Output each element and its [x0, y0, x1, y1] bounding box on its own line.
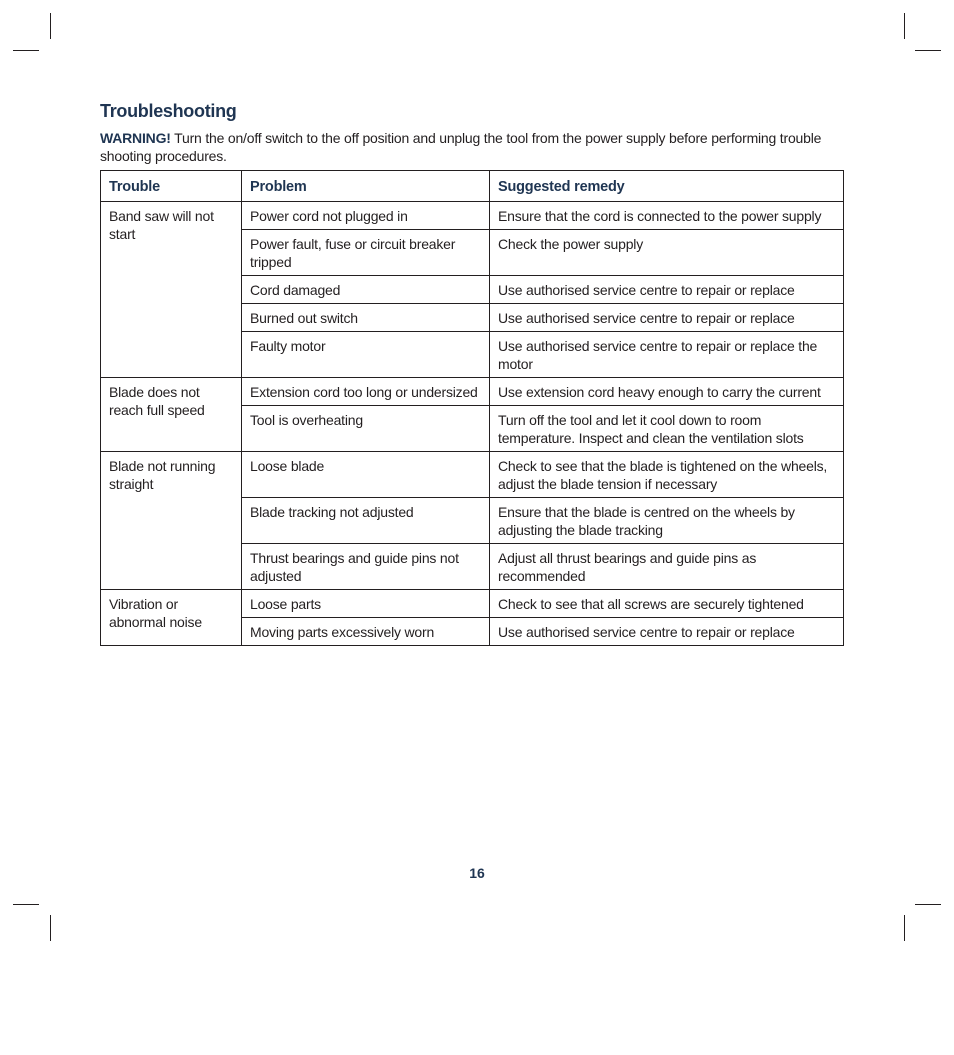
problem-cell: Cord damaged: [242, 276, 490, 304]
problem-cell: Extension cord too long or undersized: [242, 378, 490, 406]
warning-label: WARNING!: [100, 130, 171, 146]
remedy-cell: Check the power supply: [490, 230, 844, 276]
problem-cell: Loose parts: [242, 590, 490, 618]
table-row: [101, 452, 844, 498]
remedy-cell: Ensure that the blade is centred on the wheels by adjusting the blade tracking: [490, 498, 844, 544]
column-header-problem: Problem: [242, 171, 490, 202]
remedy-cell: Check to see that all screws are securely tightened: [490, 590, 844, 618]
column-header-remedy: Suggested remedy: [490, 171, 844, 202]
problem-cell: Loose blade: [242, 452, 490, 498]
crop-mark: [13, 50, 39, 51]
remedy-cell: Use authorised service centre to repair or replace: [490, 276, 844, 304]
table-row: [101, 590, 844, 618]
crop-mark: [50, 915, 51, 941]
remedy-cell: Ensure that the cord is connected to the power supply: [490, 202, 844, 230]
remedy-cell: Use authorised service centre to repair or replace: [490, 304, 844, 332]
table-header-row: [101, 171, 844, 202]
remedy-cell: Use extension cord heavy enough to carry the current: [490, 378, 844, 406]
crop-mark: [915, 50, 941, 51]
remedy-cell: Adjust all thrust bearings and guide pins as recommended: [490, 544, 844, 590]
problem-cell: Burned out switch: [242, 304, 490, 332]
trouble-cell: Blade not running straight: [101, 452, 242, 590]
crop-mark: [13, 904, 39, 905]
trouble-cell: Blade does not reach full speed: [101, 378, 242, 452]
warning-paragraph: [100, 129, 840, 165]
problem-cell: Thrust bearings and guide pins not adjusted: [242, 544, 490, 590]
problem-cell: Faulty motor: [242, 332, 490, 378]
table-row: [101, 378, 844, 406]
crop-mark: [904, 915, 905, 941]
remedy-cell: Use authorised service centre to repair or replace the motor: [490, 332, 844, 378]
crop-mark: [904, 13, 905, 39]
trouble-cell: Band saw will not start: [101, 202, 242, 378]
trouble-cell: Vibration or abnormal noise: [101, 590, 242, 646]
problem-cell: Moving parts excessively worn: [242, 618, 490, 646]
column-header-trouble: Trouble: [101, 171, 242, 202]
problem-cell: Blade tracking not adjusted: [242, 498, 490, 544]
warning-text: Turn the on/off switch to the off position and unplug the tool from the power supply before performing trouble shooting procedures.: [100, 130, 822, 164]
crop-mark: [915, 904, 941, 905]
problem-cell: Power cord not plugged in: [242, 202, 490, 230]
remedy-cell: Use authorised service centre to repair or replace: [490, 618, 844, 646]
problem-cell: Tool is overheating: [242, 406, 490, 452]
remedy-cell: Turn off the tool and let it cool down to room temperature. Inspect and clean the ventilation slots: [490, 406, 844, 452]
troubleshooting-table: [100, 170, 844, 646]
table-row: [101, 202, 844, 230]
page-title: Troubleshooting: [100, 101, 237, 121]
problem-cell: Power fault, fuse or circuit breaker tripped: [242, 230, 490, 276]
remedy-cell: Check to see that the blade is tightened on the wheels, adjust the blade tension if necessary: [490, 452, 844, 498]
crop-mark: [50, 13, 51, 39]
page-number: 16: [469, 865, 485, 881]
